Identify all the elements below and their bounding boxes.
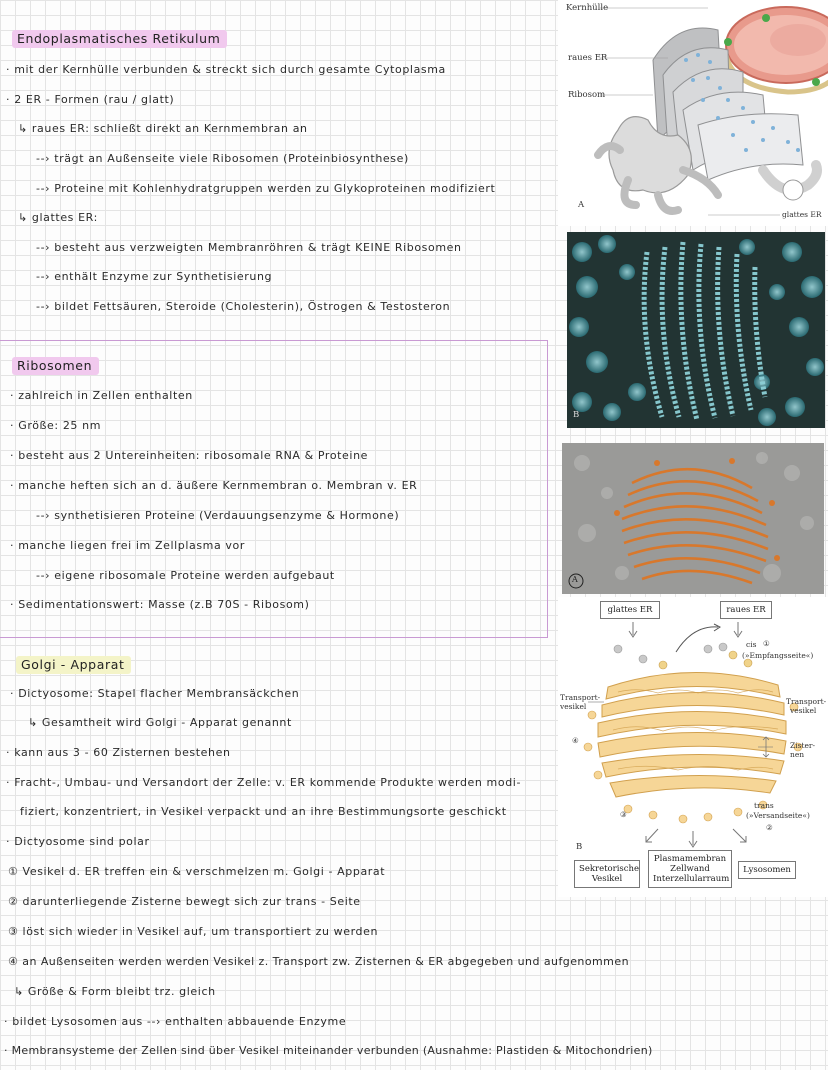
er-line-7: --› besteht aus verzweigten Membranröhren & trägt KEINE Ribosomen: [36, 241, 462, 254]
box-raues-er: raues ER: [720, 601, 772, 619]
figure-letter-a: A: [578, 200, 585, 210]
er-line-3: ↳ raues ER: schließt direkt an Kernmembran an: [18, 122, 308, 135]
plasmamembran-line-2: Zellwand: [670, 864, 710, 874]
figure-letter-b-golgi: B: [576, 842, 583, 852]
golgi-line-1: · Dictyosome: Stapel flacher Membransäckchen: [10, 687, 300, 700]
label-transportvesikel-left-1: Transport-: [560, 693, 601, 702]
golgi-diagram: [558, 597, 828, 897]
label-number-4: ④: [572, 736, 579, 745]
er-line-9: --› bildet Fettsäuren, Steroide (Cholesterin), Östrogen & Testosteron: [36, 300, 451, 313]
ribosomen-line-8: · Sedimentationswert: Masse (z.B 70S - Ribosom): [10, 598, 310, 611]
er-line-2: · 2 ER - Formen (rau / glatt): [6, 93, 175, 106]
er-line-4: --› trägt an Außenseite viele Ribosomen (Proteinbiosynthese): [36, 152, 409, 165]
golgi-line-11: ↳ Größe & Form bleibt trz. gleich: [14, 985, 216, 998]
label-number-2: ②: [766, 823, 773, 832]
golgi-line-2: ↳ Gesamtheit wird Golgi - Apparat genannt: [28, 716, 292, 729]
figure-letter-a-circled: A: [572, 575, 578, 584]
label-glattes-er: glattes ER: [782, 210, 822, 219]
golgi-line-8: ② darunterliegende Zisterne bewegt sich zur trans - Seite: [8, 895, 361, 908]
label-transportvesikel-left-2: vesikel: [560, 702, 587, 711]
label-kernhuelle: Kernhülle: [566, 3, 609, 13]
sekretorische-line-1: Sekretorische: [579, 864, 640, 874]
ribosomen-line-3: · besteht aus 2 Untereinheiten: ribosomale RNA & Proteine: [10, 449, 369, 462]
ribosomen-heading: Ribosomen: [12, 357, 99, 375]
golgi-line-7: ① Vesikel d. ER treffen ein & verschmelzen m. Golgi - Apparat: [8, 865, 386, 878]
ribosomen-line-4: · manche heften sich an d. äußere Kernmembran o. Membran v. ER: [10, 479, 418, 492]
golgi-line-13: · Membransysteme der Zellen sind über Vesikel miteinander verbunden (Ausnahme: Plastiden & Mitochondrien): [4, 1044, 653, 1057]
er-micrograph: [567, 232, 825, 428]
box-lysosomen: Lysosomen: [738, 861, 796, 879]
er-diagram: [558, 0, 828, 226]
label-trans: trans: [754, 801, 774, 810]
golgi-line-3: · kann aus 3 - 60 Zisternen bestehen: [6, 746, 231, 759]
golgi-line-4: · Fracht-, Umbau- und Versandort der Zelle: v. ER kommende Produkte werden modi-: [6, 776, 522, 789]
label-transportvesikel-right-2: vesikel: [790, 706, 817, 715]
label-number-3: ③: [620, 810, 627, 819]
er-line-1: · mit der Kernhülle verbunden & streckt sich durch gesamte Cytoplasma: [6, 63, 446, 76]
golgi-micrograph-image: [562, 443, 824, 594]
er-micrograph-image: [567, 232, 825, 428]
box-sekretorische-vesikel: [574, 860, 640, 888]
golgi-line-9: ③ löst sich wieder in Vesikel auf, um transportiert zu werden: [8, 925, 379, 938]
box-glattes-er: glattes ER: [600, 601, 660, 619]
golgi-line-6: · Dictyosome sind polar: [6, 835, 150, 848]
er-line-5: --› Proteine mit Kohlenhydratgruppen werden zu Glykoproteinen modifiziert: [36, 182, 496, 195]
box-plasmamembran: [648, 850, 732, 888]
label-versandseite: (»Versandseite«): [746, 811, 810, 820]
label-zisternen-2: nen: [790, 750, 805, 759]
label-ribosom: Ribosom: [568, 90, 606, 100]
er-line-8: --› enthält Enzyme zur Synthetisierung: [36, 270, 273, 283]
golgi-micrograph: [562, 443, 824, 594]
er-line-6: ↳ glattes ER:: [18, 211, 98, 224]
golgi-heading: Golgi - Apparat: [16, 656, 131, 674]
ribosomen-line-6: · manche liegen frei im Zellplasma vor: [10, 539, 245, 552]
ribosomen-line-1: · zahlreich in Zellen enthalten: [10, 389, 193, 402]
er-diagram-illustration: [558, 0, 828, 226]
label-raues-er: raues ER: [568, 53, 608, 63]
sekretorische-line-2: Vesikel: [591, 874, 623, 884]
plasmamembran-line-1: Plasmamembran: [653, 854, 727, 864]
ribosomen-line-5: --› synthetisieren Proteine (Verdauungsenzyme & Hormone): [36, 509, 400, 522]
er-heading: Endoplasmatisches Retikulum: [12, 30, 227, 48]
label-empfangsseite: (»Empfangsseite«): [742, 651, 814, 660]
figure-letter-b: B: [573, 410, 580, 420]
golgi-line-12: · bildet Lysosomen aus --› enthalten abbauende Enzyme: [4, 1015, 347, 1028]
ribosomen-line-7: --› eigene ribosomale Proteine werden aufgebaut: [36, 569, 335, 582]
ribosomen-line-2: · Größe: 25 nm: [10, 419, 102, 432]
golgi-line-5: fiziert, konzentriert, in Vesikel verpackt und an ihre Bestimmungsorte geschickt: [20, 805, 507, 818]
label-zisternen-1: Zister-: [790, 741, 816, 750]
plasmamembran-line-3: Interzellularraum: [653, 874, 730, 884]
label-cis-number: ①: [763, 639, 770, 648]
golgi-line-10: ④ an Außenseiten werden werden Vesikel z. Transport zw. Zisternen & ER abgegeben und aufgenommen: [8, 955, 629, 968]
label-transportvesikel-right-1: Transport-: [786, 697, 827, 706]
label-cis: cis: [746, 640, 757, 649]
